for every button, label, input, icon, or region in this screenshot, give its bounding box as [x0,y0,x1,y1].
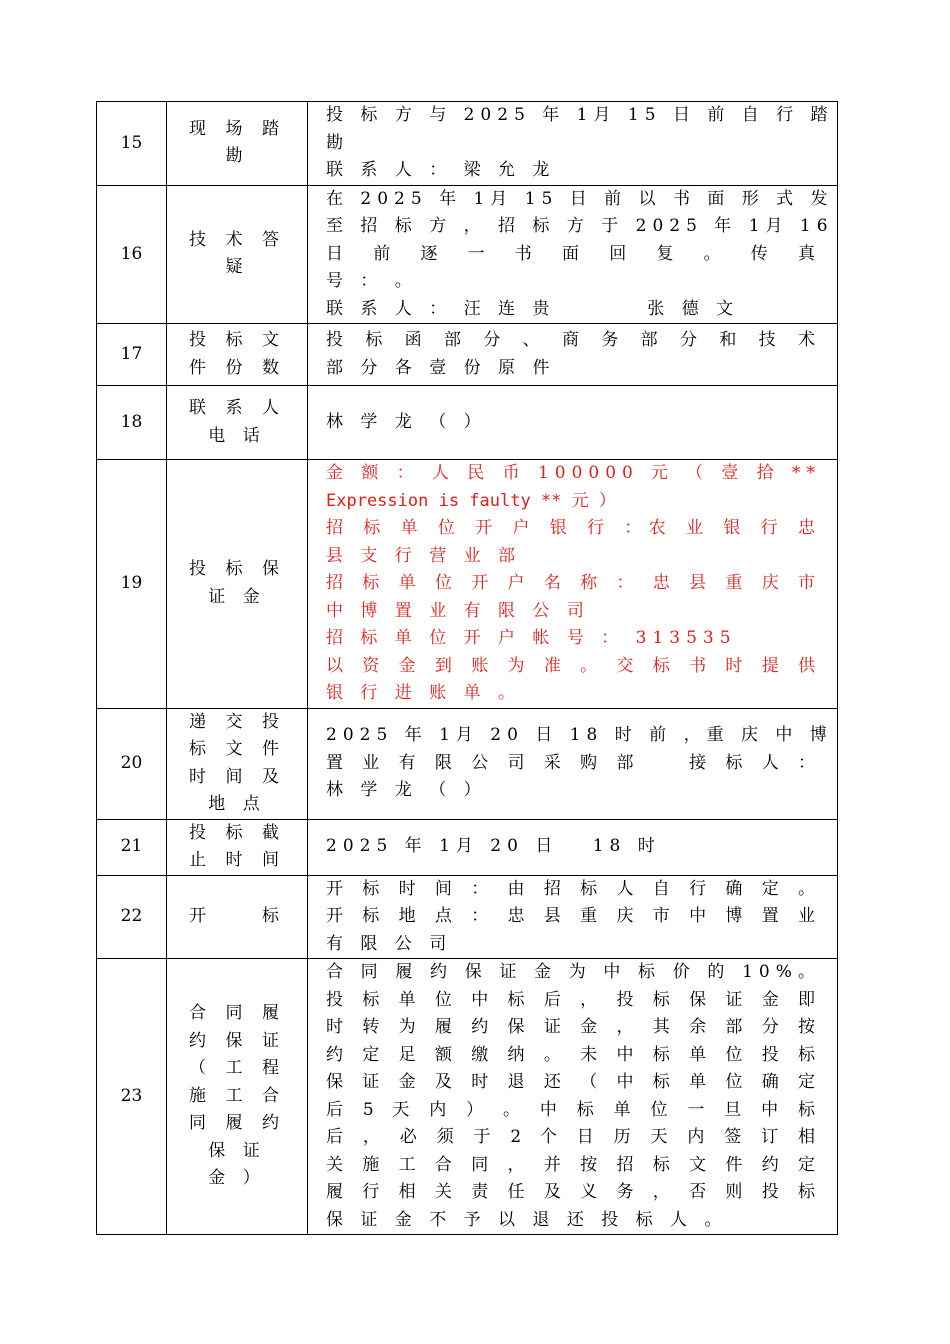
row-content [308,460,838,709]
item-label-line: 电 话 [208,425,266,446]
table-row [97,460,838,709]
item-label-line: 地 点 [208,794,266,814]
content-line: 招 标 单 位 开 户 帐 号 ： 313535 [326,628,737,648]
row-number: 22 [97,875,167,959]
item-label-line: 现 场 踏 [189,118,285,139]
content-line: 时 转 为 履 约 保 证 金 ， 其 余 部 分 按 [326,1017,821,1037]
content-line: 林 学 龙 （ ） [326,411,487,432]
row-item-label [167,185,308,324]
table-row [97,708,838,819]
row-number: 16 [97,185,167,324]
row-content [308,386,838,460]
content-line: 金 额 ： 人 民 币 100000 元 （ 壹 拾 ** [326,463,821,483]
table-row [97,819,838,875]
row-number: 21 [97,819,167,875]
table-row [97,959,838,1235]
row-number: 23 [97,959,167,1235]
item-label-line: 约 保 证 [189,1030,285,1051]
bid-info-table [96,101,838,1235]
row-number: 15 [97,102,167,186]
item-label-line: 勘 [225,146,249,167]
content-line: 投 标 方 与 2025 年 1月 15 日 前 自 行 踏 [326,105,834,125]
item-label-line: 疑 [225,257,249,278]
row-item-label [167,875,308,959]
content-line: Expression is faulty ** 元 ） [326,490,616,511]
content-line: 保 证 金 及 时 退 还 （ 中 标 单 位 确 定 [326,1072,821,1092]
table-row [97,386,838,460]
item-label-line: 开 标 [189,906,285,926]
row-content [308,185,838,324]
item-label-line: 金 ） [208,1168,266,1189]
row-number: 17 [97,324,167,386]
content-line: 县 支 行 营 业 部 [326,545,522,566]
content-line: 部 分 各 壹 份 原 件 [326,357,556,378]
row-item-label [167,386,308,460]
item-label-line: 递 交 投 [189,711,285,732]
content-line: 中 博 置 业 有 限 公 司 [326,600,590,621]
content-line: 至 招 标 方 ， 招 标 方 于 2025 年 1月 16 [326,216,834,236]
content-line: 投 标 函 部 分 、 商 务 部 分 和 技 术 [326,330,821,350]
row-number: 18 [97,386,167,460]
table-row [97,185,838,324]
item-label-line: 投 标 保 [189,559,285,580]
content-line: 约 定 足 额 缴 纳 。 未 中 标 单 位 投 标 [326,1044,821,1065]
item-label-line: 投 标 文 [189,330,285,350]
item-label-line: 技 术 答 [189,229,285,250]
row-number: 19 [97,460,167,709]
table-row [97,102,838,186]
content-line: 关 施 工 合 同 ， 并 按 招 标 文 件 约 定 [326,1154,821,1175]
content-line: 号 ： 。 [326,271,418,291]
content-line: 林 学 龙 （ ） [326,780,487,801]
content-line: 在 2025 年 1月 15 日 前 以 书 面 形 式 发 [326,188,834,209]
item-label-line: 止 时 间 [189,850,285,870]
row-item-label [167,460,308,709]
row-content [308,959,838,1235]
content-line: 日 前 逐 一 书 面 回 复 。 传 真 [326,243,821,264]
row-content [308,102,838,186]
row-item-label [167,708,308,819]
item-label-line: 时 间 及 [189,766,285,787]
item-label-line: 联 系 人 [189,398,285,418]
item-label-line: 标 文 件 [189,739,285,759]
item-label-line: 投 标 截 [189,822,285,843]
item-label-line: 证 金 [208,586,266,607]
row-item-label [167,959,308,1235]
content-line: 招 标 单 位 开 户 银 行 ：农 业 银 行 忠 [326,518,821,538]
item-label-line: 合 同 履 [189,1003,285,1024]
row-content [308,875,838,959]
content-line: 联 系 人 ： 汪 连 贵 张 德 文 [326,298,740,319]
content-line: 开 标 时 间 ： 由 招 标 人 自 行 确 定 。 [326,878,821,899]
row-item-label [167,324,308,386]
content-line: 保 证 金 不 予 以 退 还 投 标 人 。 [326,1209,728,1230]
content-line: 银 行 进 账 单 。 [326,683,522,703]
content-line: 以 资 金 到 账 为 准 。 交 标 书 时 提 供 [326,655,821,676]
table-row [97,324,838,386]
row-item-label [167,102,308,186]
row-number: 20 [97,708,167,819]
row-item-label [167,819,308,875]
item-label-line: 件 份 数 [189,357,285,378]
content-line: 联 系 人 ： 梁 允 龙 [326,160,556,180]
table-body [97,102,838,1235]
item-label-line: 同 履 约 [189,1113,285,1134]
table-row [97,875,838,959]
content-line: 开 标 地 点 ： 忠 县 重 庆 市 中 博 置 业 [326,906,821,926]
content-line: 后 5 天 内 ） 。 中 标 单 位 一 旦 中 标 [326,1099,821,1120]
item-label-line: （ 工 程 [189,1058,285,1079]
content-line: 置 业 有 限 公 司 采 购 部 接 标 人 ： [326,752,821,773]
row-content [308,324,838,386]
content-line: 投 标 单 位 中 标 后 ， 投 标 保 证 金 即 [326,989,821,1010]
content-line: 2025 年 1月 20 日 18 时 前 ，重 庆 中 博 [326,725,833,746]
content-line: 勘 [326,132,349,153]
content-line: 合 同 履 约 保 证 金 为 中 标 价 的 10%。 [326,962,821,982]
row-content [308,708,838,819]
row-content [308,819,838,875]
content-line: 履 行 相 关 责 任 及 义 务 ， 否 则 投 标 [326,1182,821,1202]
content-line: 2025 年 1月 20 日 18 时 [326,836,661,857]
item-label-line: 施 工 合 [189,1085,285,1106]
content-line: 有 限 公 司 [326,933,453,954]
content-line: 招 标 单 位 开 户 名 称 ： 忠 县 重 庆 市 [326,573,821,593]
item-label-line: 保 证 [208,1140,266,1161]
content-line: 后 ， 必 须 于 2 个 日 历 天 内 签 订 相 [326,1127,821,1147]
